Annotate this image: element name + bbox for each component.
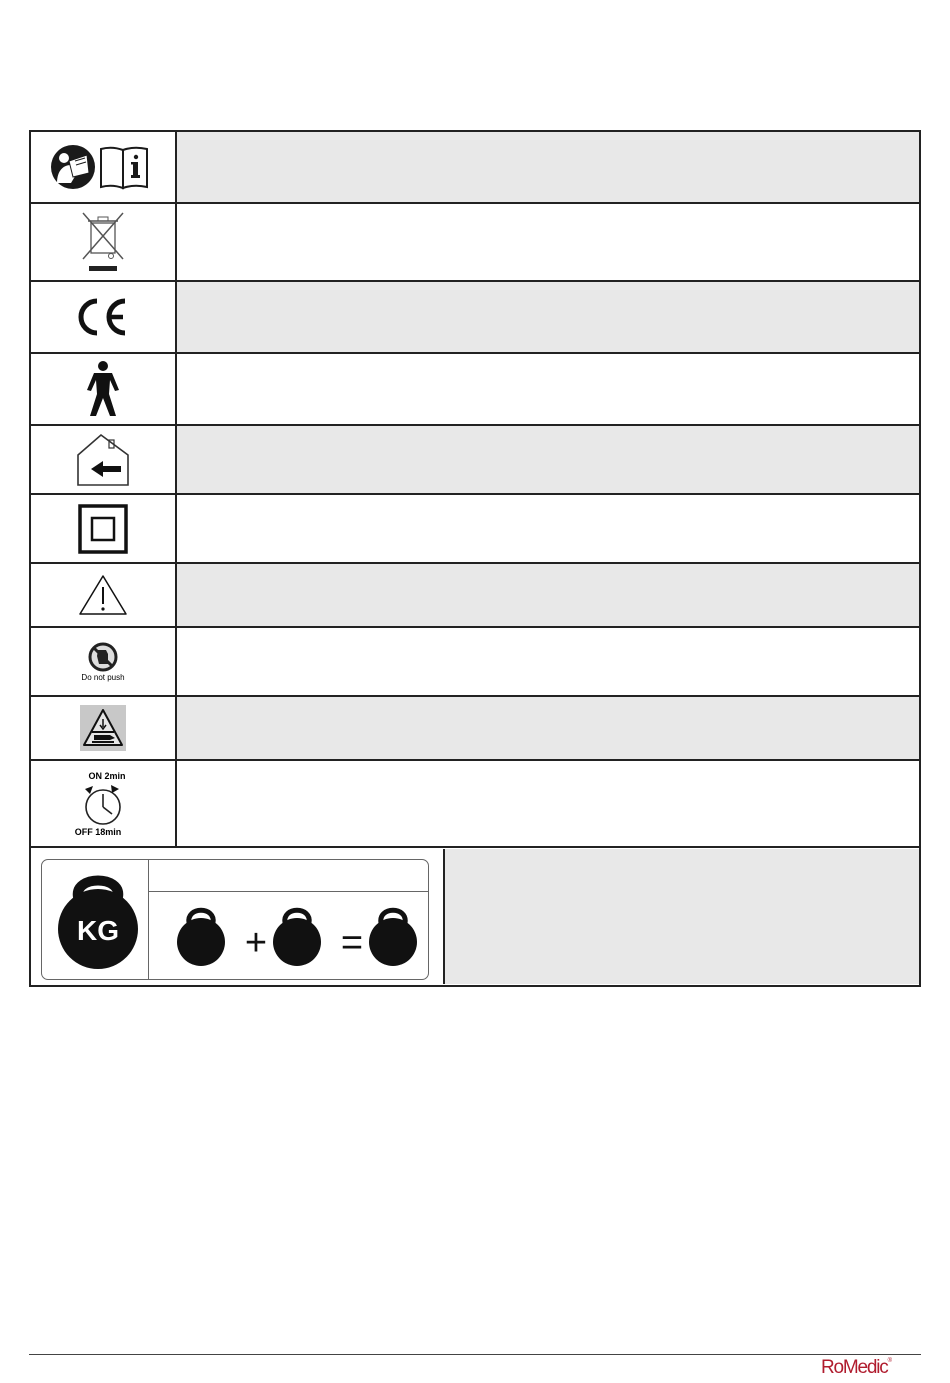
symbol-cell: [30, 563, 176, 627]
class-ii-double-insulation-icon: [78, 504, 128, 554]
table-row: [30, 760, 920, 847]
hand-crush-warning-icon: [80, 705, 126, 751]
weight-icon: [177, 910, 225, 966]
load-symbol-panel: [31, 849, 445, 984]
equals-sign: =: [340, 922, 364, 964]
no-push-caption: Do not push: [81, 672, 125, 682]
kg-weight-icon: [56, 869, 140, 973]
symbol-description: [176, 760, 920, 847]
load-symbol-frame: [41, 859, 429, 980]
read-manual-icon: [51, 145, 95, 189]
duty-off-label: OFF 18min: [74, 826, 122, 837]
kg-label: KG: [77, 915, 119, 946]
symbol-cell: [30, 203, 176, 281]
crossed-out-bin-icon: [78, 209, 128, 275]
weight-sum-icon: [174, 903, 424, 969]
symbol-cell: [30, 627, 176, 696]
symbol-cell: [30, 696, 176, 760]
weight-icon: [369, 910, 417, 966]
load-row-cell: [30, 847, 920, 986]
footer-divider: [29, 1354, 921, 1355]
table-row: [30, 425, 920, 494]
symbols-table: [29, 130, 921, 987]
symbol-cell: [30, 760, 176, 847]
caution-triangle-icon: [78, 574, 128, 616]
symbol-cell: [30, 494, 176, 563]
table-row: [30, 203, 920, 281]
table-row: [30, 696, 920, 760]
symbol-cell: [30, 353, 176, 425]
symbol-description: [176, 696, 920, 760]
table-row: [30, 847, 920, 986]
applied-part-type-b-icon: [83, 360, 123, 418]
symbol-description: [176, 627, 920, 696]
symbol-description: [176, 425, 920, 494]
ce-mark-icon: [73, 295, 133, 339]
symbol-description: [176, 203, 920, 281]
duty-on-label: ON 2min: [88, 770, 126, 781]
symbol-description: [176, 563, 920, 627]
info-book-icon: [101, 148, 147, 188]
symbol-description: [176, 353, 920, 425]
duty-cycle-clock-icon: [76, 781, 130, 827]
brand-logo: RoMedic®: [821, 1357, 892, 1378]
symbol-description: [176, 281, 920, 353]
load-description: [445, 849, 919, 984]
symbol-description: [176, 494, 920, 563]
indoor-use-only-icon: [73, 433, 133, 487]
symbol-cell: [30, 425, 176, 494]
weight-icon: [273, 910, 321, 966]
symbol-description: [176, 131, 920, 203]
table-row: [30, 131, 920, 203]
table-row: [30, 563, 920, 627]
table-row: [30, 353, 920, 425]
symbol-cell: [30, 281, 176, 353]
table-row: [30, 281, 920, 353]
no-push-icon: [86, 642, 120, 672]
symbol-cell: [30, 131, 176, 203]
table-row: [30, 627, 920, 696]
plus-sign: +: [244, 922, 268, 964]
table-row: [30, 494, 920, 563]
